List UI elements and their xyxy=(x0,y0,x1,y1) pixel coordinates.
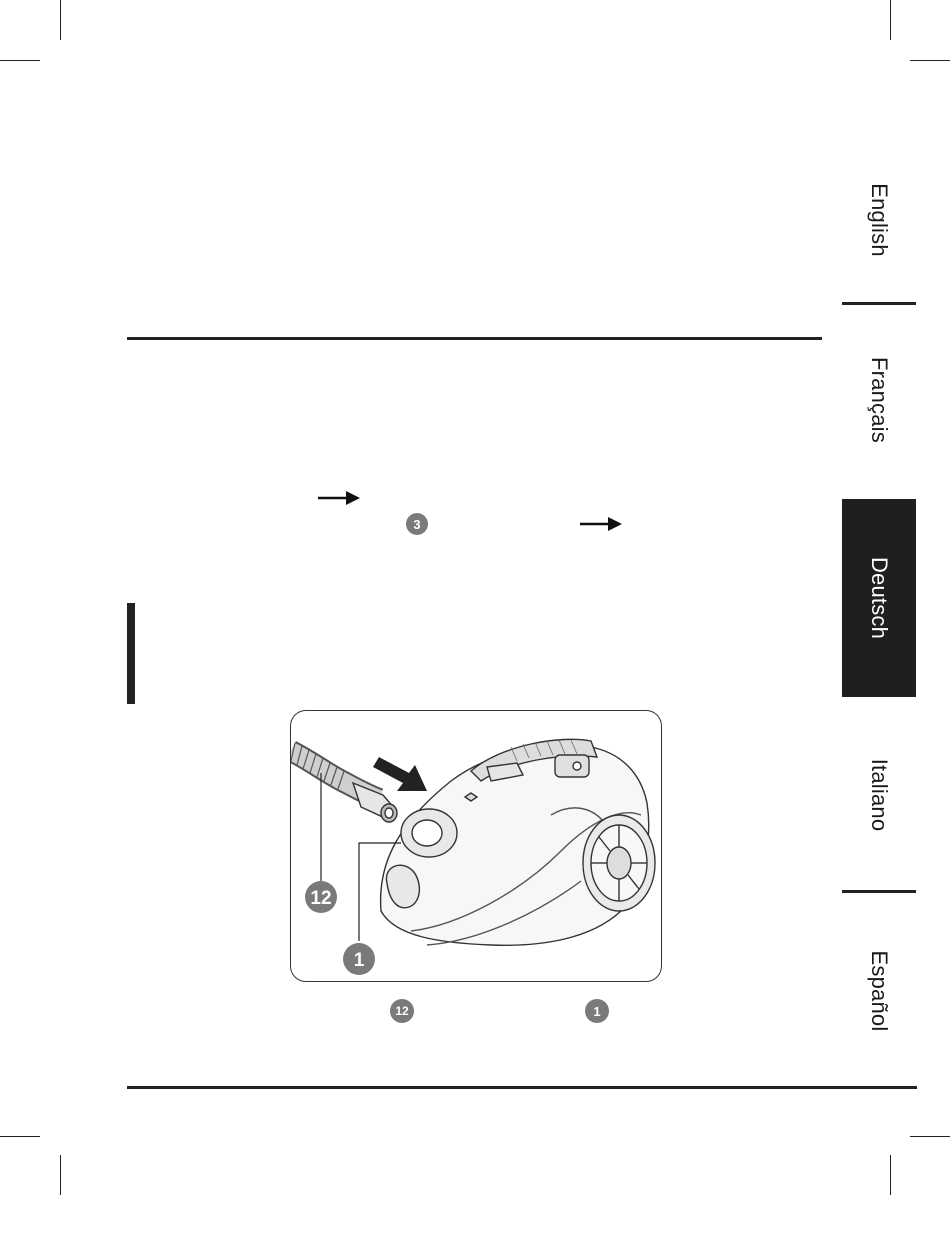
crop-mark-bottom-right-v xyxy=(890,1155,891,1195)
inlet-callout-text: 1 xyxy=(353,950,365,971)
caption-inlet-badge: 1 xyxy=(585,999,609,1023)
tab-divider xyxy=(842,302,916,305)
tab-divider xyxy=(842,890,916,893)
tab-italiano-label: Italiano xyxy=(867,758,892,832)
tab-italiano[interactable] xyxy=(842,725,916,865)
tab-francais[interactable] xyxy=(842,330,916,470)
insert-arrow-icon xyxy=(373,757,427,791)
step-badge: 3 xyxy=(406,513,428,535)
crop-mark-top-left-h xyxy=(0,60,40,61)
crop-mark-bottom-right-h xyxy=(910,1136,950,1137)
crop-mark-top-right-h xyxy=(910,60,950,61)
section-marker-bar xyxy=(127,603,135,704)
arrow-right-icon xyxy=(318,490,360,506)
vacuum-cleaner-drawing xyxy=(291,711,661,981)
tab-espanol[interactable] xyxy=(842,921,916,1061)
vacuum-illustration xyxy=(290,710,662,982)
inlet-callout xyxy=(343,943,375,975)
section-rule-top xyxy=(127,337,822,340)
hose-callout xyxy=(305,881,337,913)
crop-mark-bottom-left-h xyxy=(0,1136,40,1137)
crop-mark-top-right-v xyxy=(890,0,891,40)
crop-mark-top-left-v xyxy=(60,0,61,40)
caption-hose-badge: 12 xyxy=(390,999,414,1023)
arrow-right-icon xyxy=(580,516,622,532)
tab-francais-label: Français xyxy=(867,357,892,443)
hose-icon xyxy=(291,743,397,822)
wheel-icon xyxy=(583,815,655,911)
tab-english-label: English xyxy=(867,183,892,257)
footer-rule xyxy=(127,1086,917,1089)
tab-deutsch-label: Deutsch xyxy=(867,556,892,640)
tab-english[interactable] xyxy=(842,150,916,290)
tab-deutsch[interactable] xyxy=(842,499,916,697)
tab-espanol-label: Español xyxy=(867,950,892,1032)
crop-mark-bottom-left-v xyxy=(60,1155,61,1195)
hose-callout-text: 12 xyxy=(310,888,332,909)
